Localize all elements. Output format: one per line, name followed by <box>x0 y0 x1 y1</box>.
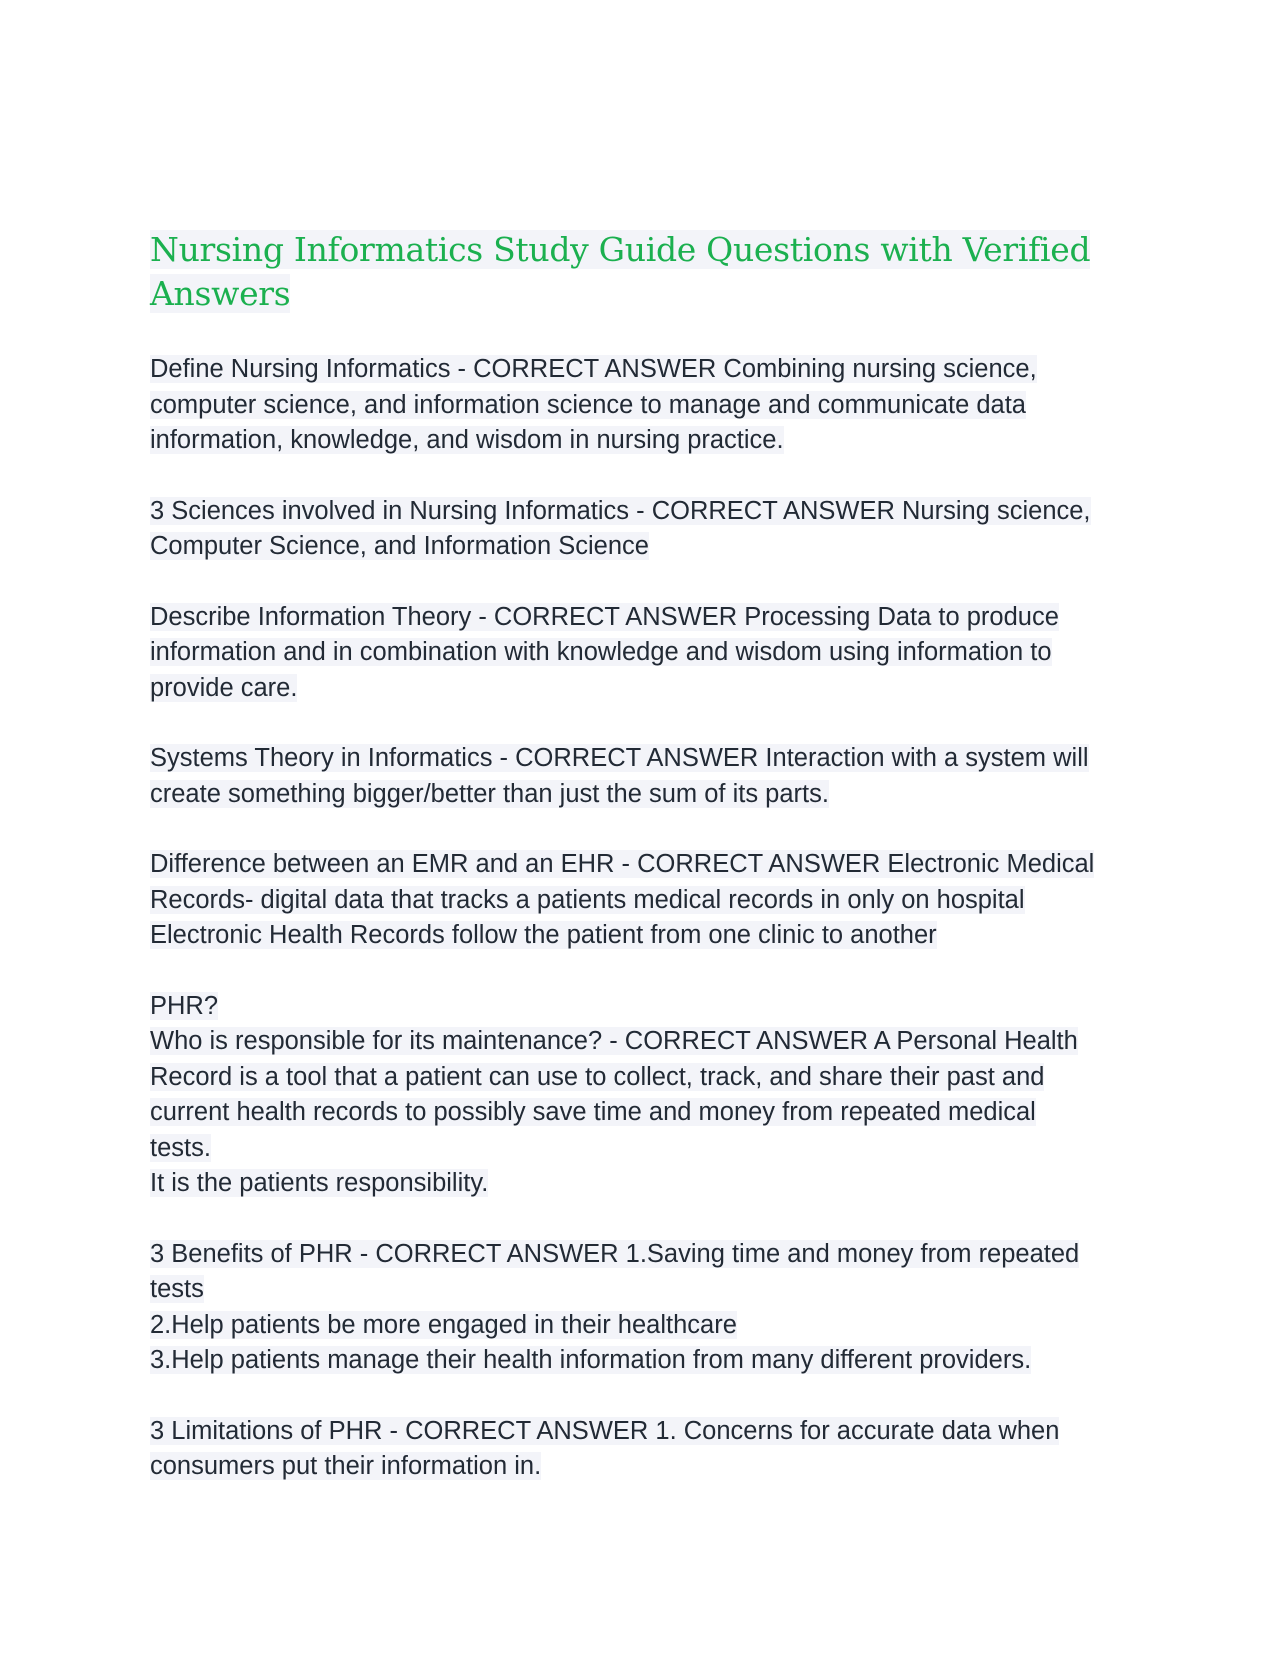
document-body <box>150 228 1130 1520</box>
qa-line-text: tests. <box>150 1133 211 1162</box>
qa-line <box>150 1343 1130 1379</box>
qa-line-text: 3.Help patients manage their health information from many different providers. <box>150 1346 1032 1374</box>
qa-line-text: Describe Information Theory - CORRECT ANSWER Processing Data to produce <box>150 602 1059 631</box>
qa-line-text: Systems Theory in Informatics - CORRECT ANSWER Interaction with a system will <box>150 744 1089 772</box>
qa-line <box>150 494 1130 530</box>
qa-line-text: Records- digital data that tracks a patients medical records in only on hospital <box>150 885 1025 914</box>
qa-line <box>150 388 1130 424</box>
qa-line-text: provide care. <box>150 673 298 702</box>
qa-line <box>150 918 1130 954</box>
qa-line-text: Difference between an EMR and an EHR - CORRECT ANSWER Electronic Medical <box>150 850 1095 878</box>
qa-line-text: 3 Limitations of PHR - CORRECT ANSWER 1. Concerns for accurate data when <box>150 1416 1060 1445</box>
qa-entry <box>150 989 1130 1202</box>
qa-line <box>150 1166 1130 1202</box>
qa-line-text: information and in combination with knowledge and wisdom using information to <box>150 638 1052 666</box>
qa-line <box>150 1237 1130 1273</box>
qa-line <box>150 635 1130 671</box>
qa-line-text: It is the patients responsibility. <box>150 1169 489 1197</box>
qa-entry <box>150 847 1130 954</box>
qa-line-text: Computer Science, and Information Science <box>150 532 649 560</box>
qa-line-text: 3 Sciences involved in Nursing Informatics - CORRECT ANSWER Nursing science, <box>150 496 1091 525</box>
qa-line <box>150 741 1130 777</box>
qa-entry <box>150 600 1130 707</box>
qa-line-text: tests <box>150 1275 204 1303</box>
qa-line <box>150 671 1130 707</box>
qa-line <box>150 1308 1130 1344</box>
qa-line-text: current health records to possibly save time and money from repeated medical <box>150 1098 1036 1126</box>
qa-line-text: computer science, and information science to manage and communicate data <box>150 390 1026 419</box>
document-title <box>150 228 1130 316</box>
qa-entry <box>150 741 1130 812</box>
qa-list <box>150 352 1130 1485</box>
qa-line <box>150 989 1130 1025</box>
qa-line-text: create something bigger/better than just the sum of its parts. <box>150 779 829 808</box>
qa-line <box>150 1272 1130 1308</box>
qa-line-text: Who is responsible for its maintenance? - CORRECT ANSWER A Personal Health <box>150 1027 1078 1055</box>
qa-entry <box>150 1414 1130 1485</box>
qa-line-text: Define Nursing Informatics - CORRECT ANSWER Combining nursing science, <box>150 355 1037 383</box>
qa-line-text: information, knowledge, and wisdom in nursing practice. <box>150 426 784 454</box>
qa-line <box>150 1414 1130 1450</box>
qa-line-text: Record is a tool that a patient can use to collect, track, and share their past and <box>150 1062 1045 1091</box>
qa-line-text: Electronic Health Records follow the patient from one clinic to another <box>150 921 937 949</box>
qa-line <box>150 1095 1130 1131</box>
qa-line-text: PHR? <box>150 991 219 1020</box>
qa-line-text: 2.Help patients be more engaged in their healthcare <box>150 1310 737 1339</box>
qa-line <box>150 1449 1130 1485</box>
qa-line <box>150 883 1130 919</box>
title-text: Nursing Informatics Study Guide Questions with Verified Answers <box>150 230 1091 313</box>
qa-entry <box>150 494 1130 565</box>
qa-line <box>150 600 1130 636</box>
qa-line <box>150 777 1130 813</box>
qa-entry <box>150 352 1130 459</box>
qa-line <box>150 847 1130 883</box>
qa-line <box>150 423 1130 459</box>
qa-line-text: consumers put their information in. <box>150 1452 542 1480</box>
qa-line <box>150 1060 1130 1096</box>
qa-entry <box>150 1237 1130 1379</box>
qa-line-text: 3 Benefits of PHR - CORRECT ANSWER 1.Saving time and money from repeated <box>150 1239 1080 1268</box>
qa-line <box>150 1131 1130 1167</box>
qa-line <box>150 352 1130 388</box>
qa-line <box>150 529 1130 565</box>
qa-line <box>150 1024 1130 1060</box>
